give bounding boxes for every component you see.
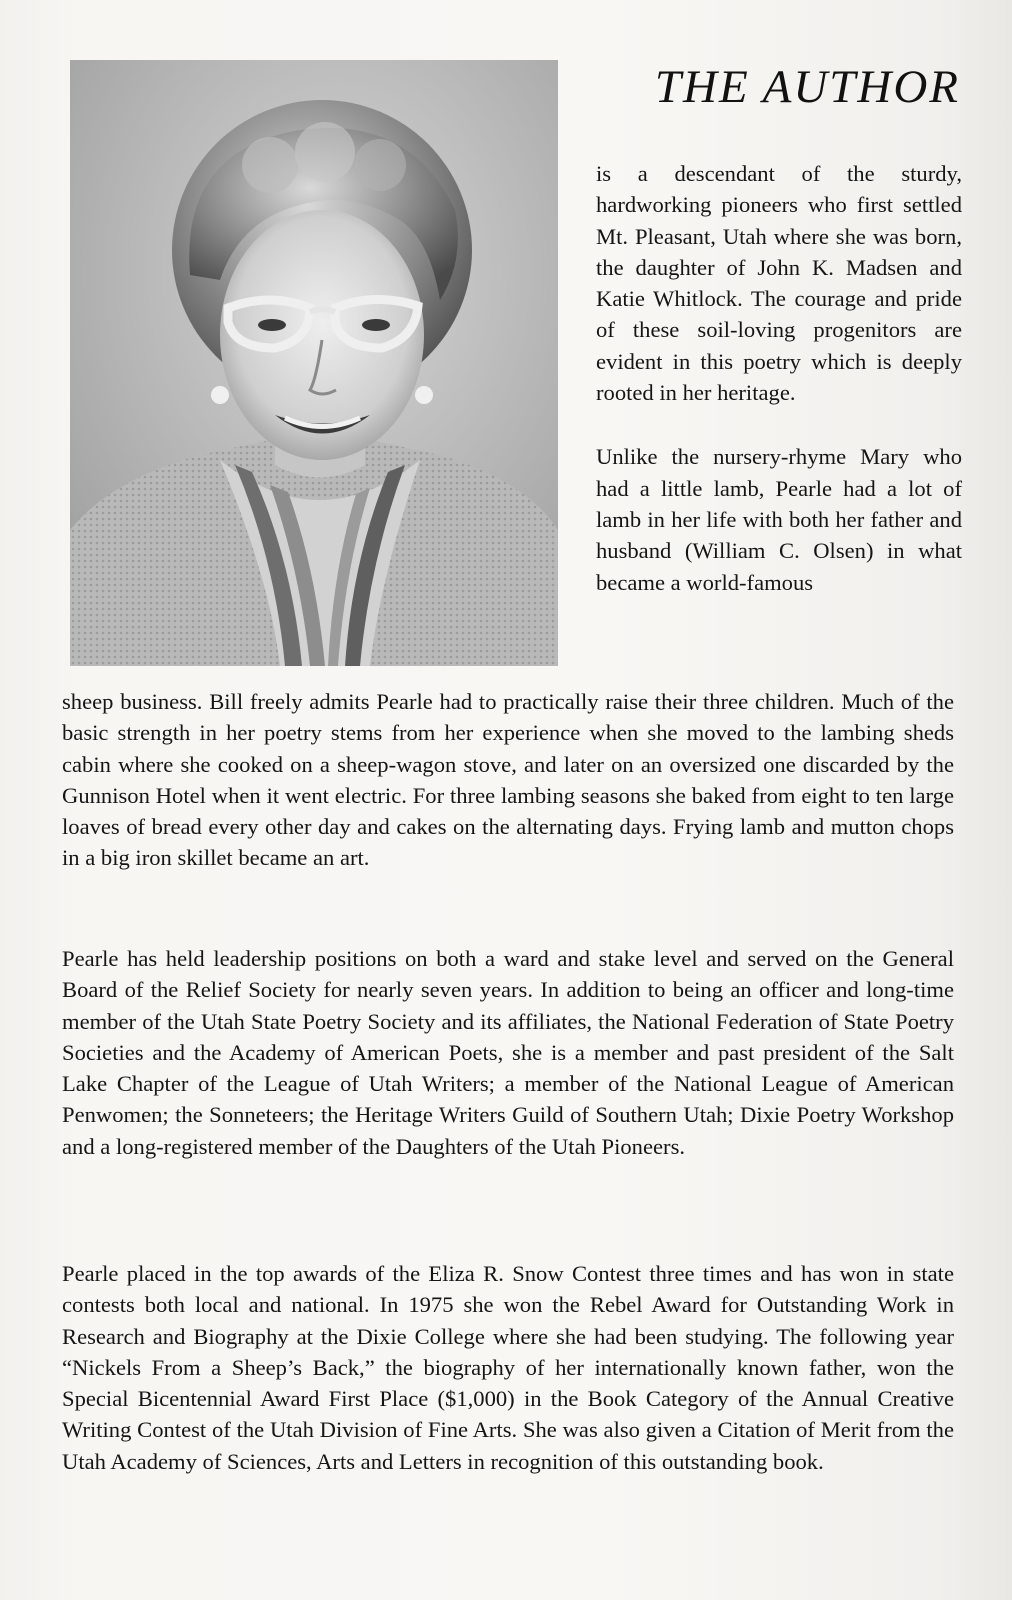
page-title: THE AUTHOR [654,61,960,113]
paragraph-awards-text: Pearle placed in the top awards of the Eliza R. Snow Contest three times and has won in state contests both local and national. In 1975 she won the Rebel Award for Outstanding Work in Research and Biography at the Dixie College where she had been studying. The following year “Nickels From a Sheep’s Back,” the biography of her internationally known father, won the Special Bicentennial Award First Place ($1,000) in the Book Category of the Annual Creative Writing Contest of the Utah Division of Fine Arts. She was also given a Citation of Merit from the Utah Academy of Sciences, Arts and Letters in recognition of this outstanding book. [62,1261,954,1474]
portrait-illustration [70,60,558,666]
paragraph-sheep-business [62,686,954,874]
paragraph-leadership-text: Pearle has held leadership positions on both a ward and stake level and served on the General Board of the Relief Society for nearly seven years. In addition to being an officer and long-time member of the Utah State Poetry Society and its affiliates, the National Federation of State Poetry Societies and the Academy of American Poets, she is a member and past president of the Salt Lake Chapter of the League of Utah Writers; a member of the National League of American Penwomen; the Sonneteers; the Heritage Writers Guild of Southern Utah; Dixie Poetry Workshop and a long-registered member of the Daughters of the Utah Pioneers. [62,946,954,1159]
paragraph-lamb-intro: Unlike the nursery-rhyme Mary who had a little lamb, Pearle had a lot of lamb in her life with both her father and husband (William C. Olsen) in what became a world-famous [596,444,962,595]
paragraph-sheep-business-text: sheep business. Bill freely admits Pearle had to practically raise their three children. Much of the basic strength in her poetry stems from her experience when she moved to the lambing sheds cabin where she cooked on a sheep-wagon stove, and later on an oversized one discarded by the Gunnison Hotel when it went electric. For three lambing seasons she baked from eight to ten large loaves of bread every other day and cakes on the alternating days. Frying lamb and mutton chops in a big iron skillet became an art. [62,689,954,871]
paragraph-leadership [62,943,954,1162]
paragraph-heritage: is a descendant of the sturdy, hardworking pioneers who first settled Mt. Pleasant, Utah where she was born, the daughter of John K. Madsen and Katie Whitlock. The courage and pride of these soil-loving progenitors are evident in this poetry which is deeply rooted in her heritage. [596,161,962,406]
paragraph-awards [62,1258,954,1477]
author-portrait [70,60,558,666]
right-column-text [596,158,962,598]
